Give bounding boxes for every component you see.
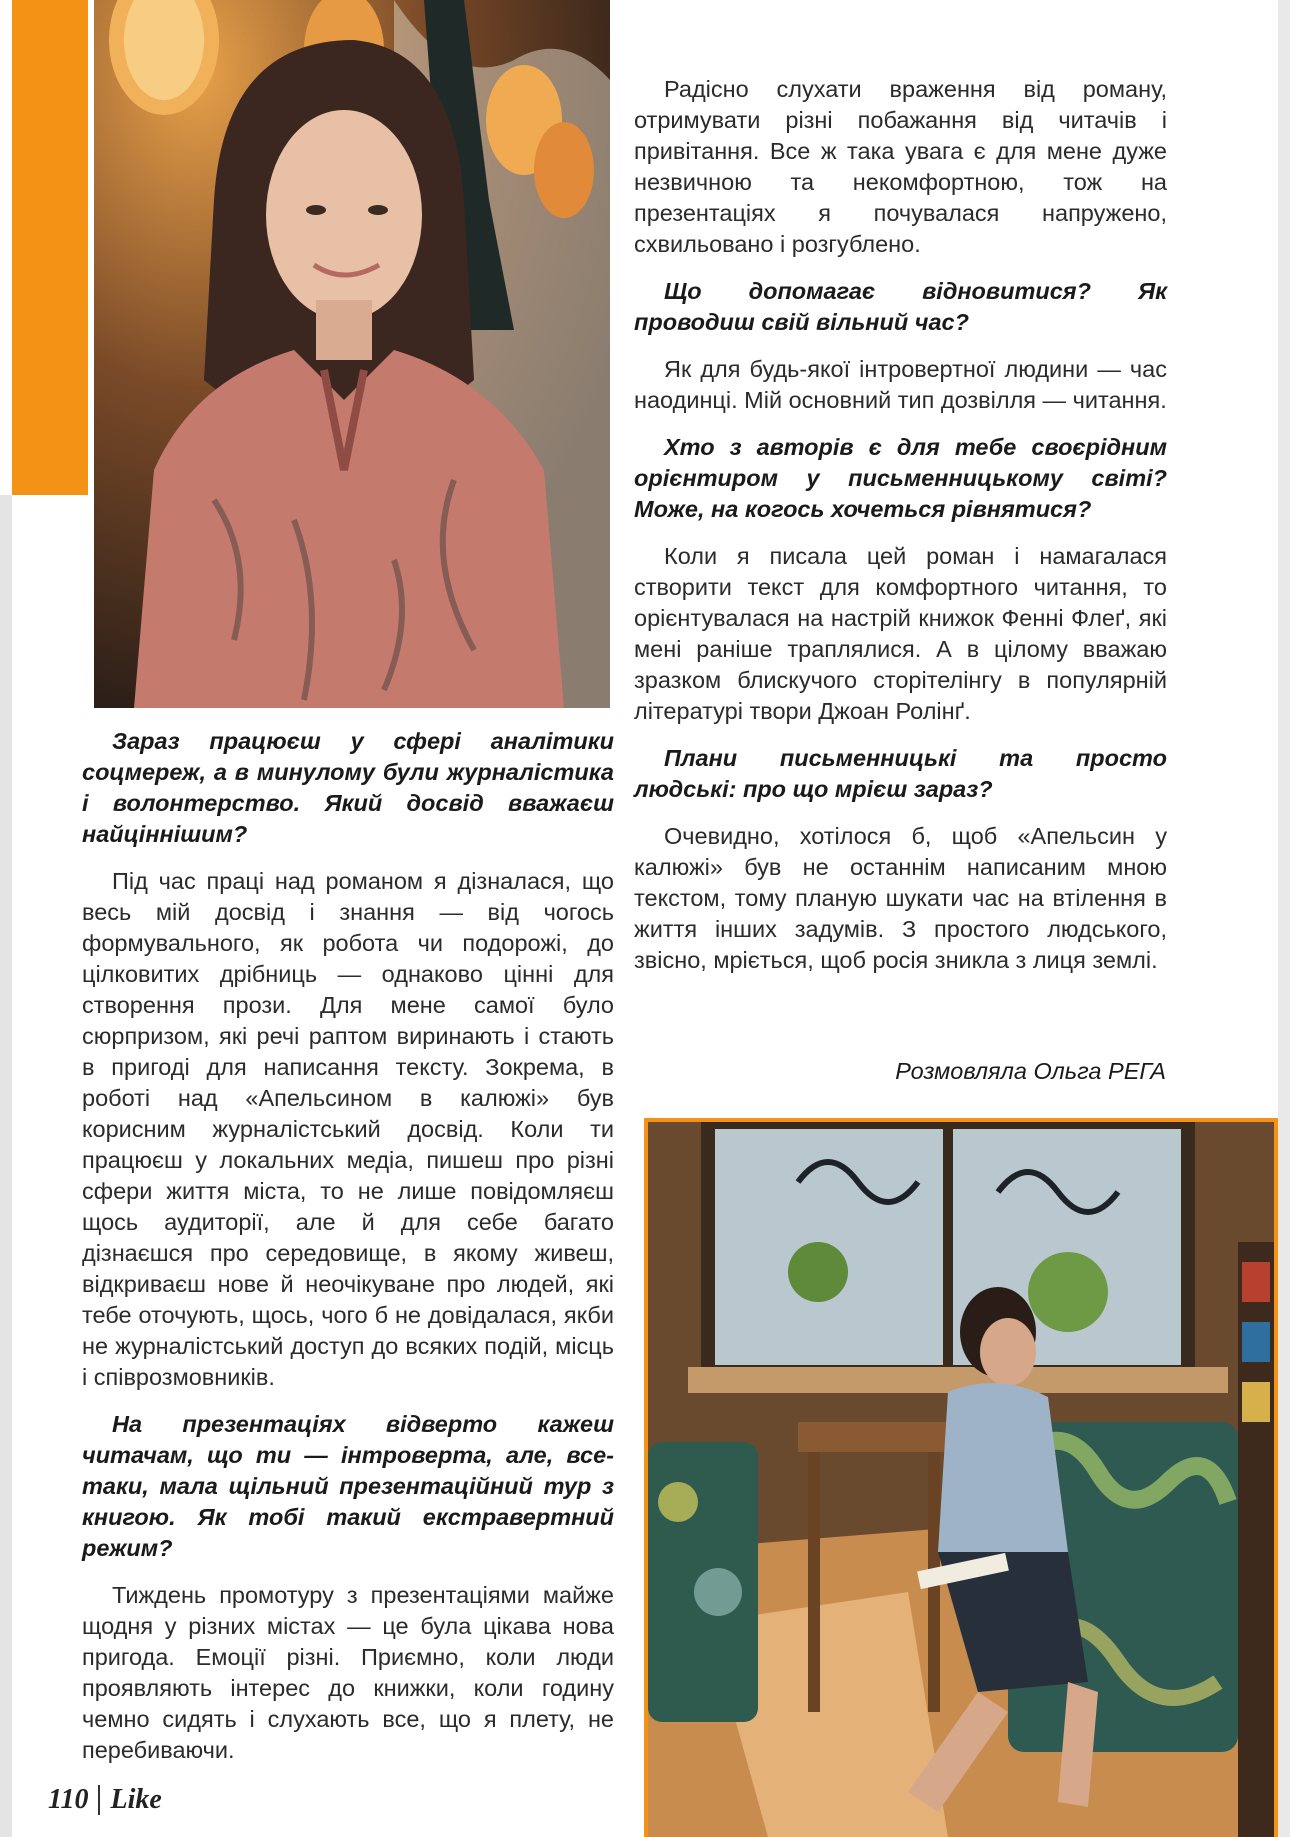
portrait-photo: [94, 0, 610, 708]
question-paragraph: На презентаціях відверто кажеш читачам, що ти — інтроверта, але, все-таки, мала щільний презентаційний тур з книгою. Як тобі такий екстравертний режим?: [82, 1411, 614, 1561]
question-paragraph: Зараз працюєш у сфері аналітики соцмереж, а в минулому були журналістика і волонтерство. Який досвід вважаєш найціннішим?: [82, 728, 614, 847]
accent-bar: [12, 0, 88, 495]
answer-paragraph: Як для будь-якої інтровертної людини — час наодинці. Мій основний тип дозвілля — читання.: [634, 356, 1167, 413]
answer-paragraph: Тиждень промотуру з презентаціями майже щодня у різних містах — це була цікава нова пригода. Емоції різні. Приємно, коли люди проявляють інтерес до книжки, коли годину чемно сидять і слухають все, що я плету, не перебиваючи.: [82, 1582, 614, 1763]
magazine-name: Like: [110, 1784, 162, 1815]
page-number: 110: [48, 1784, 89, 1815]
left-text-column: [82, 726, 614, 1782]
interviewer-signature: Розмовляла Ольга РЕГА: [895, 1058, 1166, 1084]
answer-paragraph: Під час праці над романом я дізналася, що весь мій досвід і знання — від чогось формувального, як робота чи подорожі, до цілковитих дрібниць — однаково цінні для створення прози. Для мене самої було сюрпризом, які речі раптом виринають і стають в пригоді для написання тексту. Зокрема, в роботі над «Апельсином в калюжі» був корисним журналістський досвід. Коли ти працюєш у локальних медіа, пишеш про різні сфери життя міста, то не лише повідомляєш щось аудиторії, але й для себе багато дізнаєшся про середовище, в якому живеш, відкриваєш нове й неочікуване про людей, які тебе оточують, щось, чого б не довідалася, якби не журналістський доступ до всяких подій, місць і співрозмовників.: [82, 868, 614, 1390]
reading-photo: [644, 1118, 1278, 1837]
page-edge-right: [1278, 0, 1290, 1837]
answer-paragraph: Радісно слухати враження від роману, отримувати різні побажання від читачів і привітання. Все ж така увага є для мене дуже незвичною та некомфортною, тож на презентаціях я почувалася напружено, схвильовано і розгублено.: [634, 76, 1167, 257]
question-paragraph: Хто з авторів є для тебе своєрідним орієнтиром у письменницькому світі? Може, на когось хочеться рівнятися?: [634, 434, 1167, 522]
right-text-column: [634, 74, 1167, 992]
footer-divider: [98, 1785, 100, 1815]
question-paragraph: Плани письменницькі та просто людські: про що мрієш зараз?: [634, 745, 1167, 802]
answer-paragraph: Коли я писала цей роман і намагалася створити текст для комфортного читання, то орієнтувалася на настрій книжок Фенні Флеґ, які мені раніше траплялися. А в цілому вважаю зразком блискучого сторітелінгу в популярній літературі твори Джоан Ролінґ.: [634, 543, 1167, 724]
page-footer: [48, 1784, 162, 1816]
page-edge-left: [0, 495, 12, 1837]
question-paragraph: Що допомагає відновитися? Як проводиш свій вільний час?: [634, 278, 1167, 335]
answer-paragraph: Очевидно, хотілося б, щоб «Апельсин у калюжі» був не останнім написаним мною текстом, тому планую шукати час на втілення в життя інших задумів. З простого людського, звісно, мріється, щоб росія зникла з лиця землі.: [634, 823, 1167, 973]
